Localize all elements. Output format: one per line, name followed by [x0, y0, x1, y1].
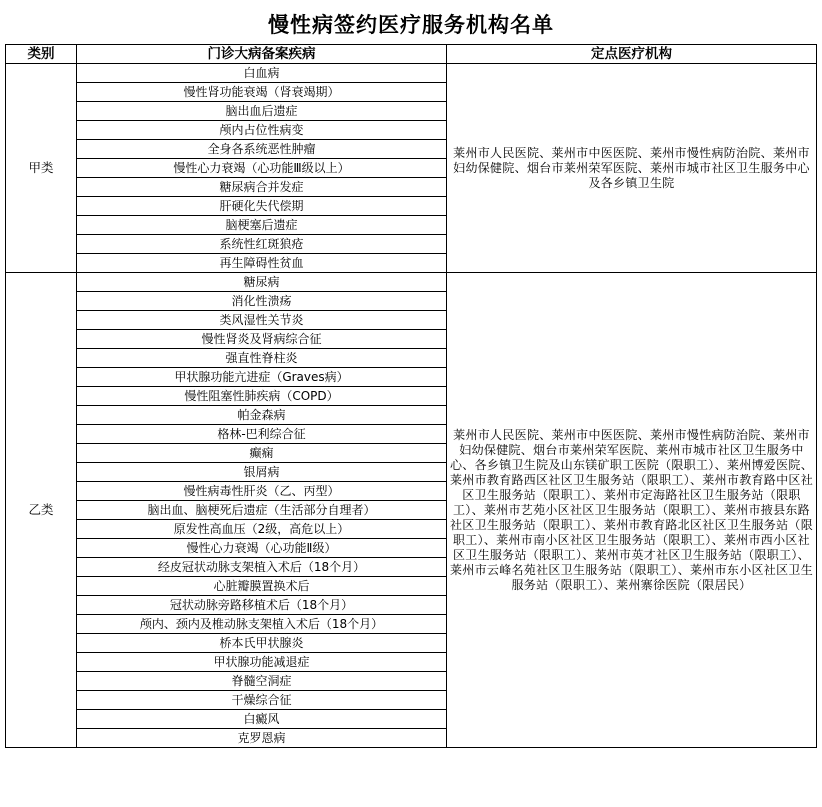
table-row — [6, 273, 817, 292]
disease-cell: 慢性病毒性肝炎（乙、丙型） — [77, 482, 447, 501]
category-cell: 乙类 — [6, 273, 77, 748]
disease-cell: 桥本氏甲状腺炎 — [77, 634, 447, 653]
document-title: 慢性病签约医疗服务机构名单 — [268, 13, 554, 37]
disease-cell: 类风湿性关节炎 — [77, 311, 447, 330]
disease-cell: 强直性脊柱炎 — [77, 349, 447, 368]
institution-table — [5, 44, 817, 748]
disease-cell: 原发性高血压（2级，高危以上） — [77, 520, 447, 539]
institution-cell: 莱州市人民医院、莱州市中医医院、莱州市慢性病防治院、莱州市妇幼保健院、烟台市莱州荣军医院、莱州市城市社区卫生服务中心、各乡镇卫生院及山东镁矿职工医院（限职工）、莱州博爱医院、莱州市教育路西区社区卫生服务站（限职工）、莱州市教育路中区社区卫生服务站（限职工）、莱州市定海路社区卫生服务站（限职工）、莱州市艺苑小区社区卫生服务站（限职工）、莱州市掖县东路社区卫生服务站（限职工）、莱州市教育路北区社区卫生服务站（限职工）、莱州市南小区社区卫生服务站（限职工）、莱州市西小区社区卫生服务站（限职工）、莱州市英才社区卫生服务站（限职工）、莱州市云峰名苑社区卫生服务站（限职工）、莱州市东小区社区卫生服务站（限职工）、莱州寨徐医院（限居民） — [447, 273, 817, 748]
disease-cell: 再生障碍性贫血 — [77, 254, 447, 273]
disease-cell: 甲状腺功能亢进症（Graves病） — [77, 368, 447, 387]
disease-cell: 癫痫 — [77, 444, 447, 463]
header-institution: 定点医疗机构 — [447, 45, 817, 64]
disease-cell: 心脏瓣膜置换术后 — [77, 577, 447, 596]
table-body — [6, 64, 817, 748]
disease-cell: 经皮冠状动脉支架植入术后（18个月） — [77, 558, 447, 577]
header-category: 类别 — [6, 45, 77, 64]
disease-cell: 糖尿病 — [77, 273, 447, 292]
category-cell: 甲类 — [6, 64, 77, 273]
disease-cell: 慢性心力衰竭（心功能Ⅱ级） — [77, 539, 447, 558]
institution-cell: 莱州市人民医院、莱州市中医医院、莱州市慢性病防治院、莱州市妇幼保健院、烟台市莱州荣军医院、莱州市城市社区卫生服务中心及各乡镇卫生院 — [447, 64, 817, 273]
disease-cell: 慢性肾功能衰竭（肾衰竭期） — [77, 83, 447, 102]
disease-cell: 白血病 — [77, 64, 447, 83]
disease-cell: 格林-巴利综合征 — [77, 425, 447, 444]
disease-cell: 脑梗塞后遗症 — [77, 216, 447, 235]
table-row — [6, 64, 817, 83]
disease-cell: 颅内、颈内及椎动脉支架植入术后（18个月） — [77, 615, 447, 634]
header-row — [6, 45, 817, 64]
disease-cell: 脑出血、脑梗死后遗症（生活部分自理者） — [77, 501, 447, 520]
disease-cell: 慢性心力衰竭（心功能Ⅲ级以上） — [77, 159, 447, 178]
disease-cell: 冠状动脉旁路移植术后（18个月） — [77, 596, 447, 615]
disease-cell: 甲状腺功能减退症 — [77, 653, 447, 672]
disease-cell: 银屑病 — [77, 463, 447, 482]
disease-cell: 克罗恩病 — [77, 729, 447, 748]
disease-cell: 脑出血后遗症 — [77, 102, 447, 121]
disease-cell: 脊髓空洞症 — [77, 672, 447, 691]
disease-cell: 肝硬化失代偿期 — [77, 197, 447, 216]
disease-cell: 系统性红斑狼疮 — [77, 235, 447, 254]
header-disease: 门诊大病备案疾病 — [77, 45, 447, 64]
disease-cell: 干燥综合征 — [77, 691, 447, 710]
disease-cell: 慢性肾炎及肾病综合征 — [77, 330, 447, 349]
disease-cell: 慢性阻塞性肺疾病（COPD） — [77, 387, 447, 406]
disease-cell: 帕金森病 — [77, 406, 447, 425]
disease-cell: 糖尿病合并发症 — [77, 178, 447, 197]
disease-cell: 颅内占位性病变 — [77, 121, 447, 140]
disease-cell: 白癜风 — [77, 710, 447, 729]
disease-cell: 消化性溃疡 — [77, 292, 447, 311]
disease-cell: 全身各系统恶性肿瘤 — [77, 140, 447, 159]
